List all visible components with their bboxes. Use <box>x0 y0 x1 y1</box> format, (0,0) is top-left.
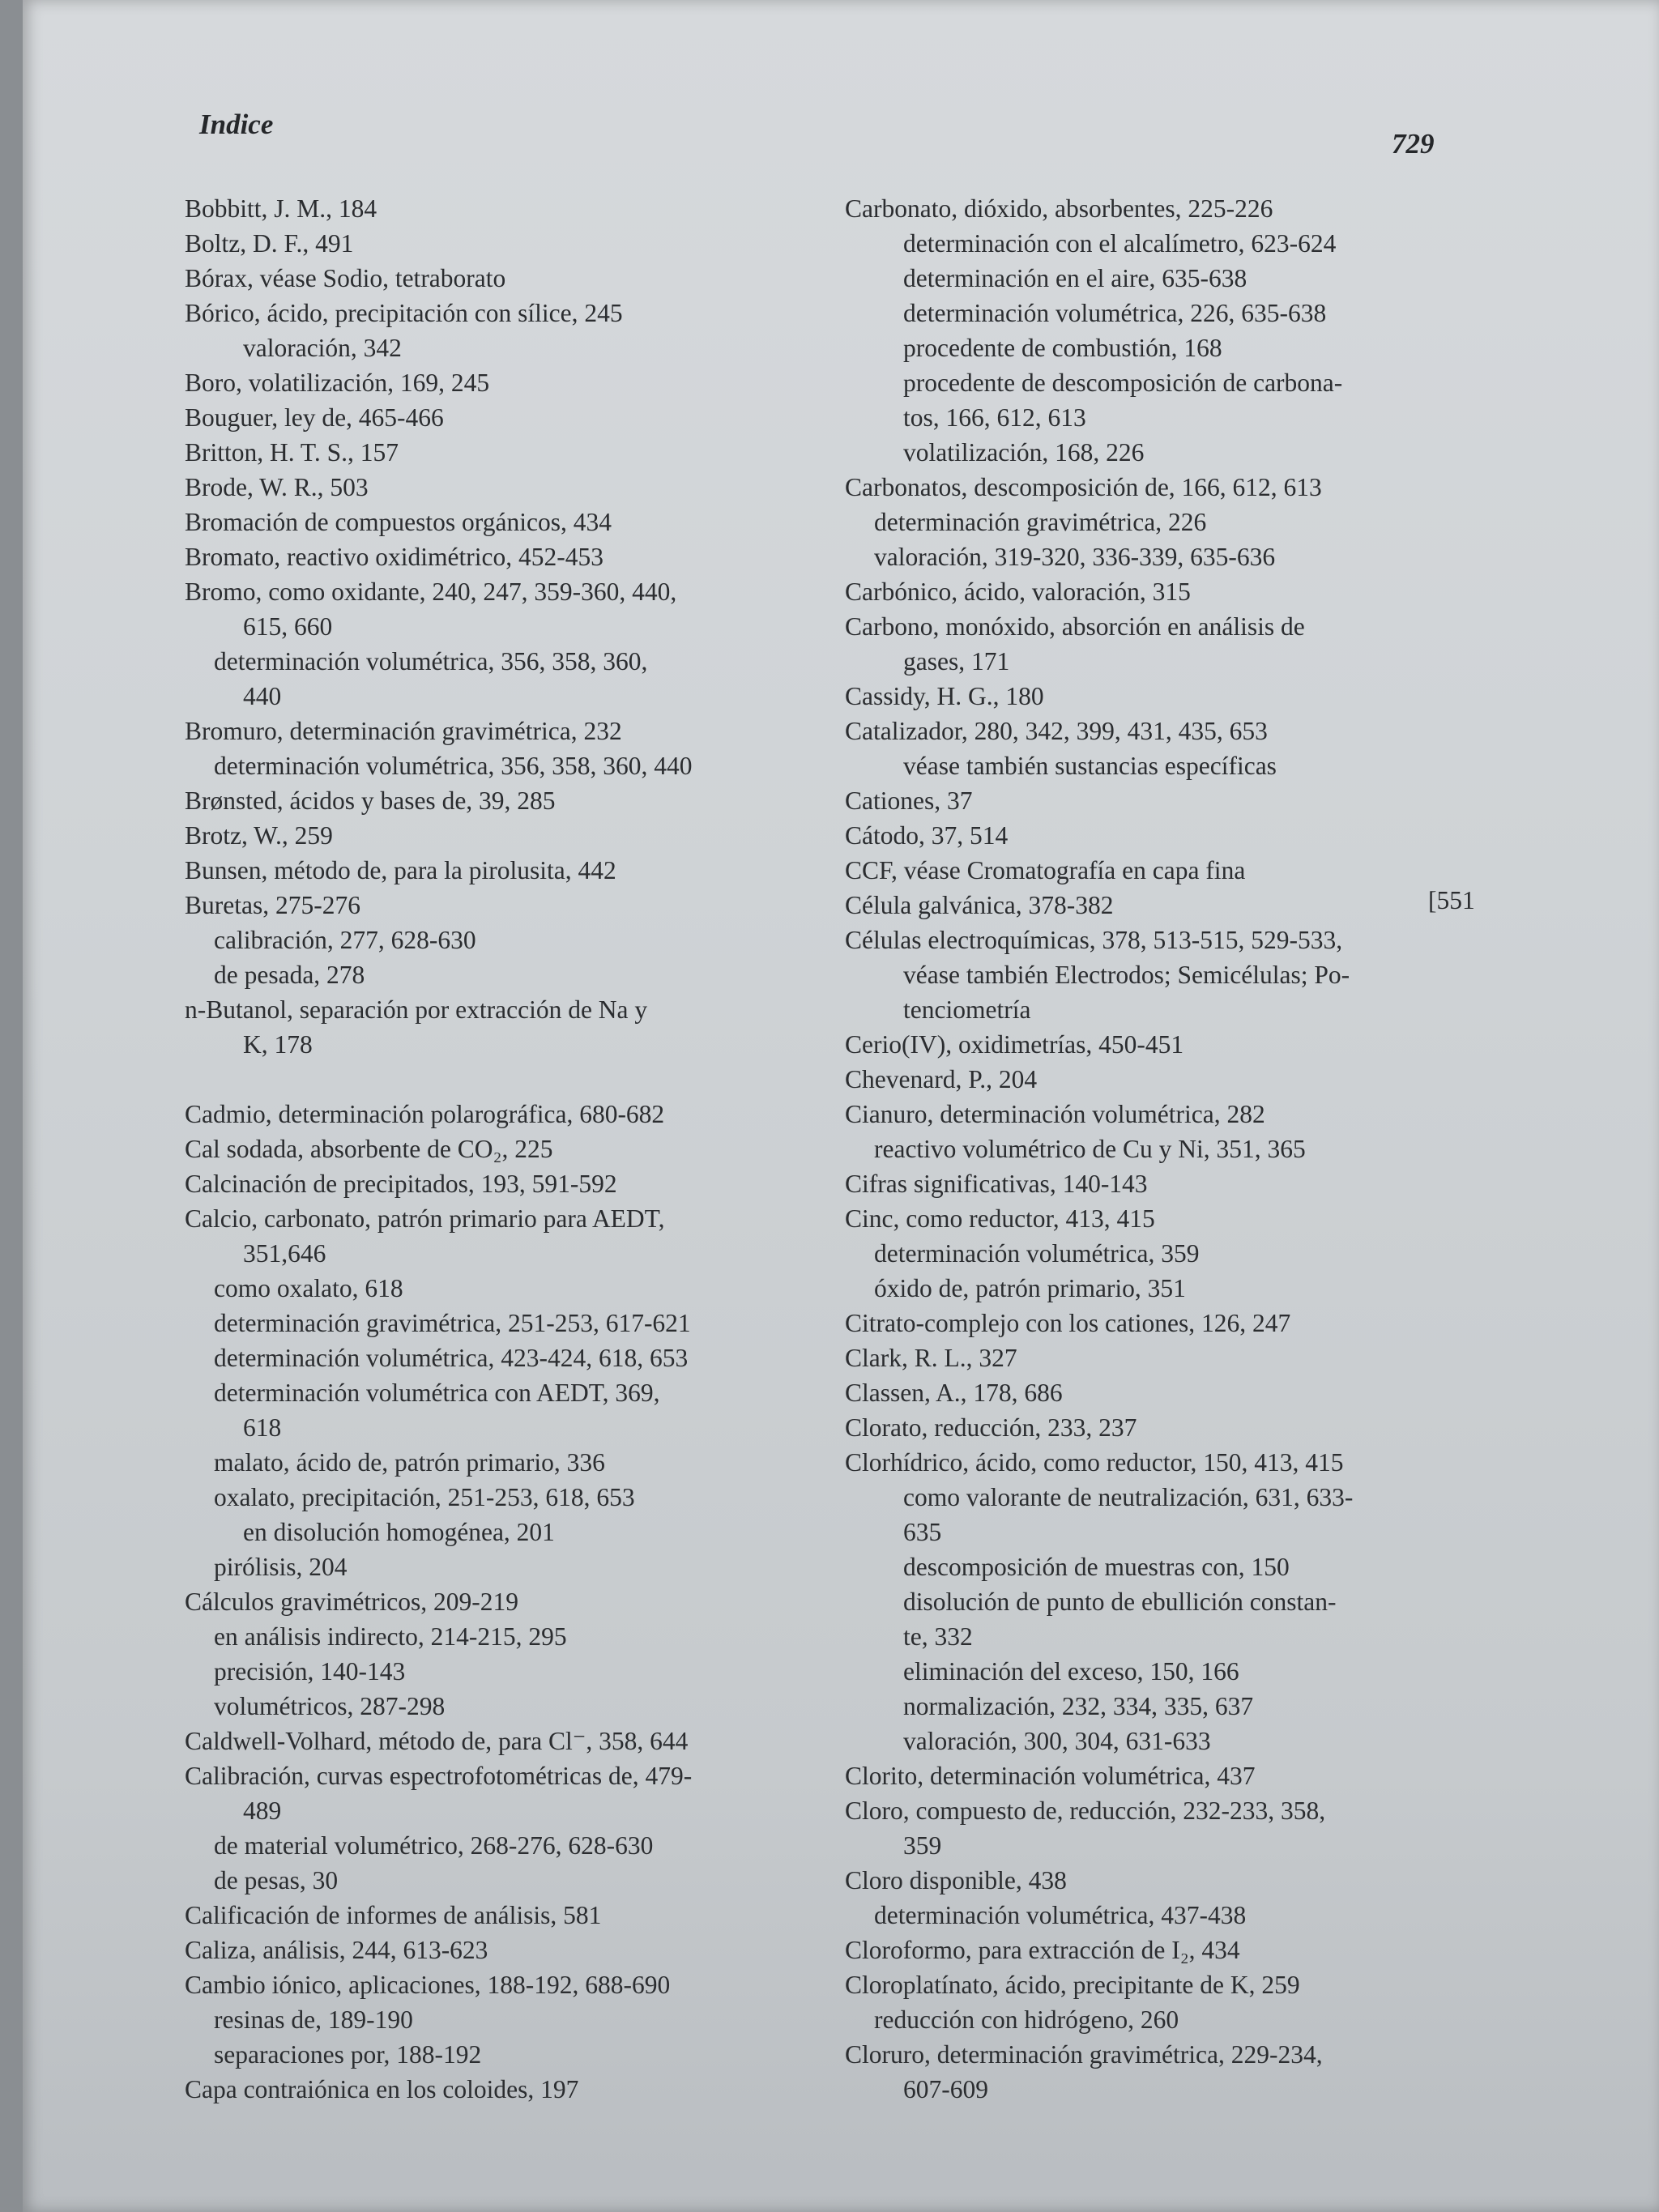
index-entry: calibración, 277, 628-630 <box>214 926 476 954</box>
index-entry: Bunsen, método de, para la pirolusita, 442 <box>185 856 616 884</box>
index-entry: gases, 171 <box>903 647 1010 676</box>
index-entry: CCF, véase Cromatografía en capa fina <box>845 856 1246 884</box>
index-entry: Boltz, D. F., 491 <box>185 229 354 258</box>
index-entry: como valorante de neutralización, 631, 633- <box>903 1483 1354 1511</box>
index-entry: Caldwell-Volhard, método de, para Cl⁻, 358, 644 <box>185 1727 689 1755</box>
index-entry: Cloro disponible, 438 <box>845 1866 1067 1894</box>
index-entry: Britton, H. T. S., 157 <box>185 438 399 467</box>
index-entry: Clorato, reducción, 233, 237 <box>845 1413 1137 1442</box>
index-entry: Bromuro, determinación gravimétrica, 232 <box>185 717 622 745</box>
index-entry: reducción con hidrógeno, 260 <box>874 2005 1179 2034</box>
index-entry: determinación volumétrica, 356, 358, 360, 440 <box>214 752 693 780</box>
index-entry: 607-609 <box>903 2075 988 2103</box>
index-entry: eliminación del exceso, 150, 166 <box>903 1657 1239 1686</box>
index-gap <box>185 1062 841 1097</box>
index-entry: de pesada, 278 <box>214 961 365 989</box>
running-head: Indice <box>199 109 274 140</box>
index-entry: Catalizador, 280, 342, 399, 431, 435, 653 <box>845 717 1268 745</box>
index-entry: Cloro, compuesto de, reducción, 232-233, 358, <box>845 1796 1326 1825</box>
index-entry: volumétricos, 287-298 <box>214 1692 446 1720</box>
index-entry: K, 178 <box>243 1030 313 1059</box>
index-entry: precisión, 140-143 <box>214 1657 406 1686</box>
index-entry: Calcio, carbonato, patrón primario para AEDT, <box>185 1204 665 1233</box>
index-entry: de material volumétrico, 268-276, 628-630 <box>214 1831 654 1860</box>
index-entry: Bobbitt, J. M., 184 <box>185 194 377 223</box>
index-entry: determinación volumétrica, 226, 635-638 <box>903 299 1327 327</box>
index-entry: resinas de, 189-190 <box>214 2005 413 2034</box>
index-entry: óxido de, patrón primario, 351 <box>874 1274 1186 1302</box>
index-entry: disolución de punto de ebullición constan- <box>903 1588 1337 1616</box>
index-page <box>23 0 1659 2212</box>
index-entry: Caliza, análisis, 244, 613-623 <box>185 1936 488 1964</box>
index-entry: oxalato, precipitación, 251-253, 618, 653 <box>214 1483 635 1511</box>
index-entry: Classen, A., 178, 686 <box>845 1379 1063 1407</box>
index-entry: separaciones por, 188-192 <box>214 2040 482 2069</box>
index-entry: Clorhídrico, ácido, como reductor, 150, 413, 415 <box>845 1448 1344 1477</box>
index-entry: Cassidy, H. G., 180 <box>845 682 1044 710</box>
index-entry: volatilización, 168, 226 <box>903 438 1145 467</box>
index-entry: Citrato-complejo con los cationes, 126, 247 <box>845 1309 1291 1337</box>
index-entry: tos, 166, 612, 613 <box>903 403 1086 432</box>
index-column-right <box>845 191 1493 2107</box>
index-entry: Cloroformo, para extracción de I₂, 434 <box>845 1936 1240 1964</box>
index-entry: descomposición de muestras con, 150 <box>903 1553 1290 1581</box>
index-entry: Bromato, reactivo oxidimétrico, 452-453 <box>185 543 603 571</box>
index-entry: Calcinación de precipitados, 193, 591-592 <box>185 1170 617 1198</box>
index-entry: Cinc, como reductor, 413, 415 <box>845 1204 1155 1233</box>
index-entry: valoración, 300, 304, 631-633 <box>903 1727 1211 1755</box>
index-entry: Bromo, como oxidante, 240, 247, 359-360, 440, <box>185 578 677 606</box>
index-entry: Calibración, curvas espectrofotométricas de, 479- <box>185 1762 693 1790</box>
index-entry: determinación en el aire, 635-638 <box>903 264 1247 292</box>
margin-note: [551 <box>1428 886 1475 914</box>
index-entry: Célula galvánica, 378-382 <box>845 891 1114 919</box>
index-entry: Cal sodada, absorbente de CO₂, 225 <box>185 1135 553 1163</box>
index-entry: malato, ácido de, patrón primario, 336 <box>214 1448 605 1477</box>
index-entry: Cálculos gravimétricos, 209-219 <box>185 1588 519 1616</box>
index-entry: Chevenard, P., 204 <box>845 1065 1038 1093</box>
index-entry: determinación volumétrica con AEDT, 369, <box>214 1379 660 1407</box>
index-entry: Bouguer, ley de, 465-466 <box>185 403 444 432</box>
index-entry: de pesas, 30 <box>214 1866 339 1894</box>
index-entry: normalización, 232, 334, 335, 637 <box>903 1692 1254 1720</box>
index-entry: determinación gravimétrica, 251-253, 617-621 <box>214 1309 691 1337</box>
index-entry: 615, 660 <box>243 612 333 641</box>
index-entry: reactivo volumétrico de Cu y Ni, 351, 365 <box>874 1135 1306 1163</box>
index-entry: Cadmio, determinación polarográfica, 680-682 <box>185 1100 665 1128</box>
index-entry: Boro, volatilización, 169, 245 <box>185 369 490 397</box>
index-entry: determinación volumétrica, 423-424, 618, 653 <box>214 1344 689 1372</box>
index-entry: pirólisis, 204 <box>214 1553 348 1581</box>
index-entry: te, 332 <box>903 1622 973 1651</box>
index-entry: determinación con el alcalímetro, 623-624 <box>903 229 1337 258</box>
index-entry: 489 <box>243 1796 282 1825</box>
index-entry: Cloruro, determinación gravimétrica, 229-234, <box>845 2040 1323 2069</box>
index-entry: n-Butanol, separación por extracción de Na y <box>185 995 648 1024</box>
index-entry: Brønsted, ácidos y bases de, 39, 285 <box>185 786 556 815</box>
index-entry: Bromación de compuestos orgánicos, 434 <box>185 508 612 536</box>
index-entry: Cambio iónico, aplicaciones, 188-192, 688-690 <box>185 1971 671 1999</box>
index-entry: en análisis indirecto, 214-215, 295 <box>214 1622 567 1651</box>
index-entry: determinación gravimétrica, 226 <box>874 508 1207 536</box>
index-entry: Células electroquímicas, 378, 513-515, 529-533, <box>845 926 1343 954</box>
index-entry: determinación volumétrica, 359 <box>874 1239 1200 1268</box>
index-entry: Cerio(IV), oxidimetrías, 450-451 <box>845 1030 1184 1059</box>
index-entry: véase también sustancias específicas <box>903 752 1277 780</box>
index-entry: 359 <box>903 1831 942 1860</box>
index-entry: Cifras significativas, 140-143 <box>845 1170 1148 1198</box>
index-column-left <box>185 191 841 2107</box>
index-entry: 351,646 <box>243 1239 326 1268</box>
index-entry: Clark, R. L., 327 <box>845 1344 1017 1372</box>
index-entry: Cloroplatínato, ácido, precipitante de K, 259 <box>845 1971 1300 1999</box>
index-entry: Capa contraiónica en los coloides, 197 <box>185 2075 579 2103</box>
page-number: 729 <box>1392 128 1435 160</box>
index-entry: Carbonatos, descomposición de, 166, 612, 613 <box>845 473 1322 501</box>
index-entry: procedente de combustión, 168 <box>903 334 1222 362</box>
index-entry: determinación volumétrica, 356, 358, 360, <box>214 647 648 676</box>
index-entry: Buretas, 275-276 <box>185 891 360 919</box>
index-entry: Cátodo, 37, 514 <box>845 821 1009 850</box>
index-entry: Brotz, W., 259 <box>185 821 333 850</box>
index-entry: Clorito, determinación volumétrica, 437 <box>845 1762 1256 1790</box>
index-entry: como oxalato, 618 <box>214 1274 403 1302</box>
index-entry: Carbono, monóxido, absorción en análisis de <box>845 612 1305 641</box>
index-entry: en disolución homogénea, 201 <box>243 1518 555 1546</box>
index-entry: valoración, 319-320, 336-339, 635-636 <box>874 543 1276 571</box>
index-entry: Bórax, véase Sodio, tetraborato <box>185 264 506 292</box>
index-entry: 618 <box>243 1413 282 1442</box>
index-entry: tenciometría <box>903 995 1031 1024</box>
index-entry: 635 <box>903 1518 942 1546</box>
index-entry: véase también Electrodos; Semicélulas; Po- <box>903 961 1350 989</box>
index-entry: valoración, 342 <box>243 334 402 362</box>
index-entry: 440 <box>243 682 282 710</box>
index-entry: procedente de descomposición de carbona- <box>903 369 1343 397</box>
index-entry: Cianuro, determinación volumétrica, 282 <box>845 1100 1265 1128</box>
index-entry: determinación volumétrica, 437-438 <box>874 1901 1247 1929</box>
index-entry: Carbonato, dióxido, absorbentes, 225-226 <box>845 194 1273 223</box>
index-entry: Cationes, 37 <box>845 786 973 815</box>
index-entry: Brode, W. R., 503 <box>185 473 369 501</box>
index-entry: Bórico, ácido, precipitación con sílice, 245 <box>185 299 623 327</box>
index-entry: Carbónico, ácido, valoración, 315 <box>845 578 1191 606</box>
index-entry: Calificación de informes de análisis, 581 <box>185 1901 602 1929</box>
